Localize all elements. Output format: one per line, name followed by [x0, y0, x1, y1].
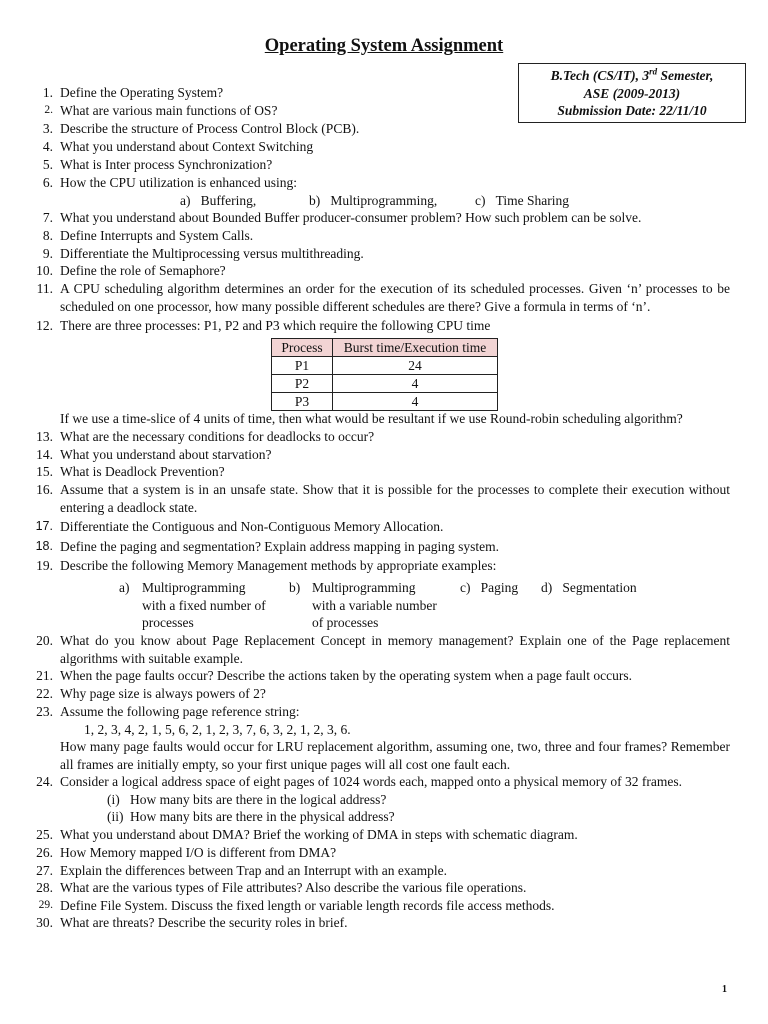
table-row [272, 393, 498, 411]
question-11 [36, 280, 730, 315]
option-c [460, 579, 518, 597]
option-b [309, 192, 437, 210]
question-number: 19. [36, 558, 53, 573]
question-text: There are three processes: P1, P2 and P3 which require the following CPU time [60, 318, 491, 333]
question-text: What you understand about Context Switching [60, 139, 314, 154]
option-label: b) [309, 193, 321, 208]
table-row [272, 357, 498, 375]
option-d [541, 579, 637, 597]
question-9 [42, 245, 730, 263]
cpu-burst-table [271, 338, 498, 411]
option-text: with a fixed number of [142, 597, 266, 613]
semester-label: Semester, [657, 68, 714, 83]
question-text: What you understand about Bounded Buffer producer-consumer problem? How such problem can be solve. [60, 210, 642, 225]
option-text: with a variable number [312, 597, 437, 613]
question-number: 14. [36, 447, 53, 462]
question-number: 30. [36, 915, 53, 930]
option-text: Paging [480, 580, 519, 595]
question-text: How Memory mapped I/O is different from DMA? [60, 845, 337, 860]
question-24 [36, 773, 730, 791]
question-number: 27. [36, 863, 53, 878]
question-text: Define the role of Semaphore? [60, 263, 226, 278]
table-cell: 4 [333, 393, 498, 411]
course-name: B.Tech (CS/IT), 3 [550, 68, 650, 83]
question-number: 6. [42, 175, 53, 190]
question-21 [36, 667, 730, 685]
question-22 [36, 685, 730, 703]
option-b [312, 579, 457, 632]
question-8 [42, 227, 730, 245]
option-text: processes [142, 615, 194, 630]
course-line [519, 67, 745, 85]
semester-ordinal: rd [649, 66, 658, 77]
question-number: 28. [36, 880, 53, 895]
question-number: 29. [38, 899, 53, 911]
page-number: 1 [722, 984, 727, 995]
sub-text: How many bits are there in the logical address? [130, 792, 387, 807]
option-label: a) [119, 580, 130, 595]
question-text: A CPU scheduling algorithm determines an order for the execution of its scheduled processes. Given ‘n’ processes to be scheduled on one processor, how many possible different schedules are there? Give a formula in terms of ‘n’. [60, 281, 730, 314]
question-number: 3. [42, 121, 53, 136]
question-text: Define Interrupts and System Calls. [60, 228, 254, 243]
question-number: 21. [36, 668, 53, 683]
question-number: 26. [36, 845, 53, 860]
question-number: 9. [42, 246, 53, 261]
sub-label: (ii) [107, 809, 124, 824]
question-text: What you understand about starvation? [60, 447, 272, 462]
question-text: Describe the structure of Process Control Block (PCB). [60, 121, 360, 136]
question-text: Explain the differences between Trap and an Interrupt with an example. [60, 863, 447, 878]
question-23 [36, 703, 730, 721]
question-number: 5. [42, 157, 53, 172]
option-c [475, 192, 569, 210]
table-cell: 24 [333, 357, 498, 375]
question-text: What is Inter process Synchronization? [60, 157, 273, 172]
question-30 [36, 914, 730, 932]
question-text: Describe the following Memory Management methods by appropriate examples: [60, 558, 497, 573]
question-6 [42, 174, 730, 192]
question-16 [36, 481, 730, 516]
submission-date: Submission Date: 22/11/10 [557, 103, 707, 118]
question-number: 12. [36, 318, 53, 333]
table-header: Burst time/Execution time [333, 339, 498, 357]
option-text: Time Sharing [495, 193, 570, 208]
question-text: Why page size is always powers of 2? [60, 686, 266, 701]
option-text: Multiprogramming, [330, 193, 438, 208]
question-29 [38, 897, 730, 915]
question-19 [36, 557, 730, 575]
table-cell: P3 [272, 393, 333, 411]
option-label: d) [541, 580, 553, 595]
question-text: Define the Operating System? [60, 85, 224, 100]
question-number: 11. [36, 281, 53, 296]
question-text: What are the various types of File attributes? Also describe the various file operations. [60, 880, 527, 895]
question-text: Consider a logical address space of eight pages of 1024 words each, mapped onto a physical memory of 32 frames. [60, 774, 682, 789]
page-title: Operating System Assignment [264, 36, 504, 56]
option-a [180, 192, 256, 210]
question-13 [36, 428, 730, 446]
question-2 [44, 102, 730, 120]
question-4 [42, 138, 730, 156]
question-number: 18. [35, 539, 53, 553]
option-label: c) [460, 580, 471, 595]
question-number: 17. [35, 519, 53, 533]
option-label: c) [475, 193, 486, 208]
sub-question-i [107, 791, 386, 809]
question-text: Differentiate the Multiprocessing versus multithreading. [60, 246, 364, 261]
question-number: 10. [36, 263, 53, 278]
question-number: 2. [44, 104, 53, 116]
question-number: 1. [42, 85, 53, 100]
question-text: How the CPU utilization is enhanced using: [60, 175, 297, 190]
question-text: What you understand about DMA? Brief the working of DMA in steps with schematic diagram. [60, 827, 578, 842]
question-text: Assume that a system is in an unsafe state. Show that it is possible for the processes to complete their execution without entering a deadlock state. [60, 482, 730, 515]
question-text: What do you know about Page Replacement Concept in memory management? Explain one of the Page replacement algorithms with suitable example. [60, 633, 730, 666]
question-text: Assume the following page reference string: [60, 704, 300, 719]
question-text: When the page faults occur? Describe the actions taken by the operating system when a page fault occurs. [60, 668, 633, 683]
question-number: 20. [36, 633, 53, 648]
question-14 [36, 446, 730, 464]
table-cell: P1 [272, 357, 333, 375]
question-7 [42, 209, 730, 227]
question-5 [42, 156, 730, 174]
option-label: b) [289, 580, 301, 595]
question-15 [36, 463, 730, 481]
option-text: Multiprogramming [312, 580, 416, 595]
question-28 [36, 879, 730, 897]
question-number: 4. [42, 139, 53, 154]
page-reference-string: 1, 2, 3, 4, 2, 1, 5, 6, 2, 1, 2, 3, 7, 6, 3, 2, 1, 2, 3, 6. [84, 722, 351, 737]
option-label: a) [180, 193, 191, 208]
question-3 [42, 120, 730, 138]
sub-question-ii [107, 808, 395, 826]
question-25 [36, 826, 730, 844]
question-text: What are threats? Describe the security roles in brief. [60, 915, 348, 930]
question-number: 8. [42, 228, 53, 243]
option-text: Buffering, [200, 193, 257, 208]
question-text: What is Deadlock Prevention? [60, 464, 225, 479]
question-18 [35, 538, 730, 556]
question-number: 7. [42, 210, 53, 225]
question-number: 23. [36, 704, 53, 719]
table-cell: P2 [272, 375, 333, 393]
option-text: Segmentation [562, 580, 637, 595]
table-header-row [272, 339, 498, 357]
question-text: Define the paging and segmentation? Explain address mapping in paging system. [60, 539, 500, 554]
question-text: What are the necessary conditions for deadlocks to occur? [60, 429, 375, 444]
question-number: 13. [36, 429, 53, 444]
question-number: 24. [36, 774, 53, 789]
question-12 [36, 317, 730, 335]
question-1 [42, 84, 730, 102]
question-10 [36, 262, 730, 280]
question-23-followup: How many page faults would occur for LRU replacement algorithm, assuming one, two, three and four frames? Remember all frames are initially empty, so your first unique pages will all cost one fault each. [60, 739, 730, 772]
question-number: 25. [36, 827, 53, 842]
table-cell: 4 [333, 375, 498, 393]
question-text: What are various main functions of OS? [60, 103, 278, 118]
sub-text: How many bits are there in the physical address? [130, 809, 395, 824]
question-number: 16. [36, 482, 53, 497]
question-26 [36, 844, 730, 862]
option-text: of processes [312, 615, 379, 630]
question-27 [36, 862, 730, 880]
question-text: Define File System. Discuss the fixed length or variable length records file access methods. [60, 898, 555, 913]
option-text: Multiprogramming [142, 580, 246, 595]
option-a [142, 579, 287, 632]
question-20 [36, 632, 730, 667]
question-17 [35, 518, 730, 536]
question-12-followup: If we use a time-slice of 4 units of time, then what would be resultant if we use Round-robin scheduling algorithm? [60, 411, 683, 426]
question-number: 15. [36, 464, 53, 479]
sub-label: (i) [107, 792, 120, 807]
table-header: Process [272, 339, 333, 357]
batch-line: ASE (2009-2013) [583, 85, 681, 101]
table-row [272, 375, 498, 393]
question-number: 22. [36, 686, 53, 701]
question-text: Differentiate the Contiguous and Non-Contiguous Memory Allocation. [60, 519, 444, 534]
